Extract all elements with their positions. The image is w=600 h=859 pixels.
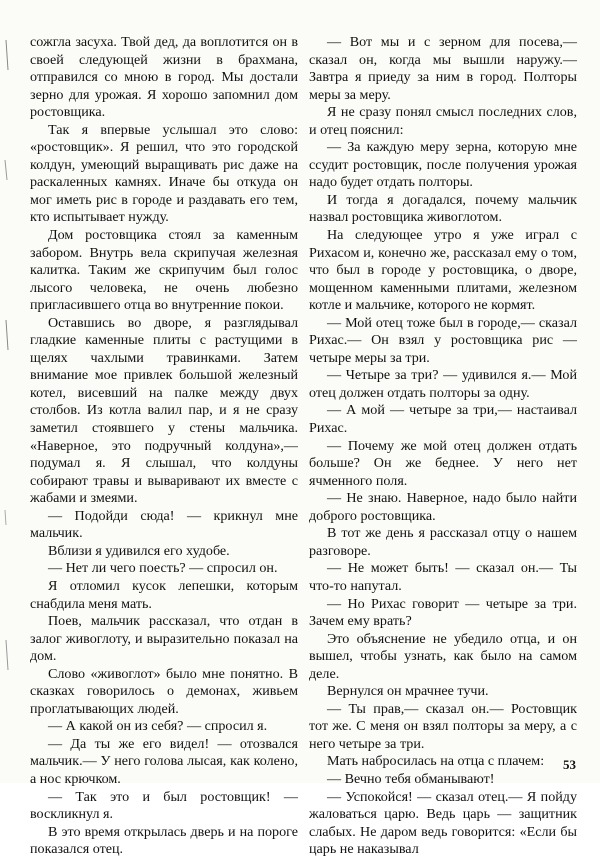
paragraph: Слово «живоглот» было мне понятно. В сказках говорилось о демонах, живьем проглатывающих людей. — [30, 665, 298, 717]
edge-mark — [5, 510, 6, 525]
paragraph: — Мой отец тоже был в городе,— сказал Рихас.— Он взял у ростовщика рис — четыре меры за три. — [309, 314, 577, 366]
paragraph: Я отломил кусок лепешки, которым снабдила меня мать. — [30, 577, 298, 612]
paragraph: — За каждую меру зерна, которую мне ссудит ростовщик, после получения урожая надо будет отдать полторы. — [309, 139, 577, 191]
paragraph: — Почему же мой отец должен отдать больше? Он же беднее. У него нет ячменного поля. — [309, 437, 577, 489]
paragraph: — Нет ли чего поесть? — спросил он. — [48, 560, 278, 577]
paragraph: Вернулся он мрачнее тучи. — [327, 683, 489, 700]
paragraph: Это объяснение не убедило отца, и он вышел, чтобы узнать, как было на самом деле. — [309, 630, 577, 682]
edge-mark — [6, 320, 8, 350]
paragraph: В это время открылась дверь и на пороге показался отец. — [30, 823, 298, 858]
paragraph: Так я впервые услышал это слово: «ростовщик». Я решил, что это городской колдун, умеющий выращивать рис даже на раскаленных камнях. Иначе бы откуда он мог иметь рис в городе и раздавать его тем, кто испытывает нужду. — [30, 121, 298, 226]
paragraph: — Подойди сюда! — крикнул мне мальчик. — [30, 507, 298, 542]
paragraph: сожгла засуха. Твой дед, да воплотится он в своей следующей жизни в брахмана, отправился со мною в город. Мы достали зерно для урожая. Я хорошо запомнил дом ростовщика. — [30, 34, 298, 121]
paragraph: — А мой — четыре за три,— настаивал Рихас. — [309, 402, 577, 437]
paragraph: — Но Рихас говорит — четыре за три. Зачем ему врать? — [309, 595, 577, 630]
paragraph: Поев, мальчик рассказал, что отдан в залог живоглоту, и выразительно показал на дом. — [30, 613, 298, 665]
paragraph: В тот же день я рассказал отцу о нашем разговоре. — [309, 525, 577, 559]
right-text-column — [309, 34, 577, 859]
paragraph: — А какой он из себя? — спросил я. — [48, 718, 268, 735]
paragraph: На следующее утро я уже играл с Рихасом и, конечно же, рассказал ему о том, что был в городе у ростовщика, о дворе, мощенном каменными плитами, железном котле и мальчике, которого не кормят. — [309, 227, 577, 314]
left-text-column — [30, 34, 298, 859]
paragraph: И тогда я догадался, почему мальчик назвал ростовщика живоглотом. — [309, 191, 577, 226]
paragraph: Мать набросилась на отца с плачем: — [327, 753, 545, 770]
scan-edge-marks — [2, 30, 12, 730]
paragraph: — Четыре за три? — удивился я.— Мой отец должен отдать полторы за одну. — [309, 367, 577, 401]
paragraph: Я не сразу понял смысл последних слов, и отец пояснил: — [309, 104, 577, 138]
paragraph: Оставшись во дворе, я разглядывал гладкие каменные плиты с растущими в щелях чахлыми травинками. Затем внимание мое привлек большой железный котел, висевший на палке между двух столбов. Из котла валил пар, и я не сразу заметил стоявшего у стены мальчика. «Наверное, это подручный колдуна»,— подумал я. Я слышал, что колдуны собирают травы и вываривают их вместе с жабами и змеями. — [30, 314, 298, 507]
paragraph: Вблизи я удивился его худобе. — [48, 542, 230, 559]
edge-mark — [6, 40, 8, 70]
paragraph: — Да ты же его видел! — отозвался мальчик.— У него голова лысая, как колено, а нос крючком. — [30, 735, 298, 787]
paragraph: — Вечно тебя обманывают! — [327, 770, 495, 787]
edge-mark — [6, 640, 8, 670]
paragraph: — Не знаю. Наверное, надо было найти доброго ростовщика. — [309, 490, 577, 524]
paragraph: — Успокойся! — сказал отец.— Я пойду жаловаться царю. Ведь царь — защитник слабых. Не даром ведь говорится: «Если бы царь не наказывал — [309, 788, 577, 858]
page-number: 53 — [563, 757, 576, 772]
paragraph: — Не может быть! — сказал он.— Ты что-то напутал. — [309, 560, 577, 594]
edge-mark — [5, 160, 7, 180]
paragraph: — Вот мы и с зерном для посева,— сказал он, когда мы вышли наружу.— Завтра я приеду за ним в город. Полторы меры за меру. — [309, 34, 577, 103]
paragraph: — Ты прав,— сказал он.— Ростовщик тот же. С меня он взял полторы за меру, а с него четыре за три. — [309, 700, 577, 752]
paragraph: Дом ростовщика стоял за каменным забором. Внутрь вела скрипучая железная калитка. Таким же скрипучим был голос лысого человека, не очень любезно пригласившего отца во внутренние покои. — [30, 227, 298, 314]
paragraph: — Так это и был ростовщик! — воскликнул я. — [30, 788, 298, 823]
